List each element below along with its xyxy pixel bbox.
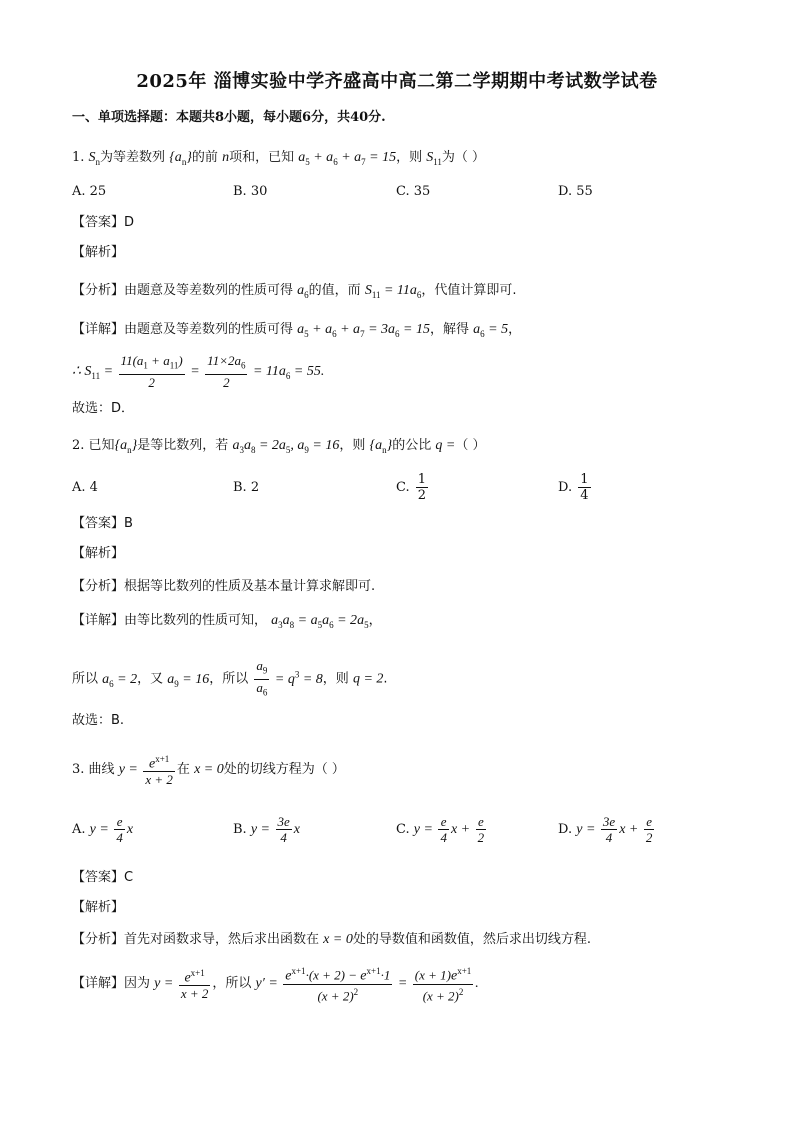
- detail-text: 【详解】因为: [72, 976, 151, 991]
- q2-option-a[interactable]: A. 4: [72, 480, 98, 495]
- math-expression: $\{a_n\}$: [114, 438, 138, 455]
- detail-text: ，解得: [429, 322, 469, 337]
- math-expression: x = 0: [323, 932, 353, 947]
- stem-text: （ ）: [455, 438, 486, 453]
- math-expression: $S_{11} = 11a_6$: [364, 283, 422, 300]
- math-expression: $a_6$: [297, 283, 309, 300]
- q1-formula: [72, 353, 734, 393]
- stem-text: 项和，已知: [229, 150, 295, 165]
- q2-option-c[interactable]: C. $\frac{1}{2}$: [396, 472, 427, 503]
- math-expression: $a_9 = 16$: [167, 671, 210, 689]
- q1-jiexi-label: 【解析】: [72, 245, 125, 260]
- math-expression: n: [222, 150, 230, 165]
- q3-answer: 【答案】C: [72, 870, 134, 885]
- math-expression: $a_5 + a_6 + a_7 = 15$: [298, 150, 397, 167]
- option-label: C.: [396, 822, 410, 837]
- math-expression: q =: [435, 438, 456, 453]
- detail-text: .: [383, 671, 388, 687]
- q3-option-b[interactable]: B. y = $\frac{3e}{4}$ x: [233, 814, 300, 846]
- q1-option-a[interactable]: A. 25: [72, 184, 107, 199]
- document-title: 2025年 淄博实验中学齐盛高中高二第二学期期中考试数学试卷: [136, 71, 658, 92]
- option-label: D.: [558, 480, 573, 495]
- q2-option-d[interactable]: D. $\frac{1}{4}$: [558, 472, 589, 503]
- question-number: 3.: [72, 762, 85, 777]
- option-label: C.: [396, 480, 410, 495]
- q1-detail: [72, 320, 734, 344]
- q1-conclusion: 故选：D．: [72, 401, 135, 416]
- option-label: A.: [72, 822, 86, 837]
- stem-text: 在: [176, 762, 190, 777]
- math-expression: $\{a_n\}$: [369, 438, 393, 455]
- math-expression: ∴ $S_{11}$ = $\frac{11(a_1 + a_{11})}{2}$ = $\frac{11\times 2a_6}{2}$ = $11a_6 = 55$.: [72, 353, 325, 390]
- math-expression: $S_n$: [88, 150, 101, 167]
- detail-text: ，: [368, 613, 382, 628]
- section-heading: 一、单项选择题：本题共8小题，每小题6分，共40分.: [72, 110, 386, 125]
- detail-text: ，又: [137, 671, 164, 687]
- math-expression: y = $\frac{e^{x+1}}{x + 2}$: [154, 968, 209, 1002]
- stem-text: 的公比: [392, 438, 432, 453]
- detail-text: ，所以: [212, 976, 252, 991]
- q2-analysis: 【分析】根据等比数列的性质及基本量计算求解即可.: [72, 579, 376, 594]
- stem-text: 处的切线方程为（ ）: [223, 762, 345, 777]
- q2-answer: 【答案】B: [72, 516, 133, 531]
- q1-analysis: [72, 281, 734, 305]
- math-expression: $a_6 = 2$: [102, 671, 138, 689]
- stem-text: ，则: [339, 438, 366, 453]
- math-expression: y = $\frac{e^{x+1}}{x + 2}$: [118, 754, 173, 788]
- question-number: 1.: [72, 150, 85, 165]
- q3-option-d[interactable]: D. y = $\frac{3e}{4}$ x + $\frac{e}{2}$: [558, 814, 653, 846]
- stem-text: 为等差数列: [100, 150, 166, 165]
- math-expression: $S_{11}$: [426, 150, 442, 167]
- option-label: D.: [558, 822, 573, 837]
- math-expression: $a_5 + a_6 + a_7 = 3a_6 = 15$: [297, 322, 430, 339]
- q2-solution: [72, 656, 734, 701]
- q3-analysis: [72, 930, 734, 950]
- q2-conclusion: 故选：B.: [72, 713, 125, 728]
- detail-text: 【详解】由等比数列的性质可知，: [72, 613, 268, 628]
- stem-text: 是等比数列，若: [137, 438, 229, 453]
- math-expression: y′ = $\frac{e^{x+1}\cdot(x + 2) - e^{x+1}\cdot 1}{(x + 2)^2}$ = $\frac{(x + 1)e^{x+1}}{(x + 2)^2}$ .: [255, 966, 479, 1004]
- q3-option-c[interactable]: C. y = $\frac{e}{4}$ x + $\frac{e}{2}$: [396, 814, 485, 846]
- math-expression: $a_3a_8 = a_5a_6 = 2a_5$: [271, 613, 369, 630]
- q2-option-b[interactable]: B. 2: [233, 480, 260, 495]
- math-expression: $a_3a_8 = 2a_5$, $a_9 = 16$: [232, 438, 340, 455]
- analysis-text: 的值，而: [308, 283, 361, 298]
- math-expression: q = 2: [352, 671, 384, 687]
- math-expression: $\frac{a_9}{a_6}$ = $q^3 = 8$: [256, 658, 323, 698]
- q2-detail: [72, 611, 734, 635]
- analysis-text: ，代值计算即可.: [421, 283, 517, 298]
- stem-text: 为（ ）: [441, 150, 486, 165]
- q3-detail: [72, 962, 734, 1006]
- analysis-text: 【分析】首先对函数求导，然后求出函数在: [72, 932, 320, 947]
- stem-text: 的前: [191, 150, 218, 165]
- question-1-stem: [72, 148, 734, 172]
- q1-answer: 【答案】D: [72, 215, 135, 230]
- q1-option-b[interactable]: B. 30: [233, 184, 268, 199]
- detail-text: 所以: [72, 671, 99, 687]
- q3-jiexi-label: 【解析】: [72, 900, 125, 915]
- detail-text: ，: [508, 322, 522, 337]
- detail-text: ，则: [322, 671, 349, 687]
- question-2-stem: [72, 436, 734, 460]
- q1-option-c[interactable]: C. 35: [396, 184, 431, 199]
- stem-text: 曲线: [88, 762, 115, 777]
- question-number: 2.: [72, 438, 85, 453]
- math-expression: x = 0: [194, 762, 224, 777]
- detail-text: 【详解】由题意及等差数列的性质可得: [72, 322, 294, 337]
- detail-text: ，所以: [209, 671, 249, 687]
- question-3-stem: [72, 750, 734, 790]
- math-expression: $a_6 = 5$: [473, 322, 509, 339]
- stem-text: ，则: [396, 150, 423, 165]
- math-expression: $\{a_n\}$: [169, 150, 192, 167]
- q3-option-a[interactable]: A. y = $\frac{e}{4}$ x: [72, 814, 134, 846]
- stem-text: 已知: [88, 438, 115, 453]
- q2-jiexi-label: 【解析】: [72, 546, 125, 561]
- option-label: B.: [233, 822, 247, 837]
- analysis-text: 处的导数值和函数值，然后求出切线方程.: [352, 932, 591, 947]
- analysis-text: 【分析】由题意及等差数列的性质可得: [72, 283, 294, 298]
- q1-option-d[interactable]: D. 55: [558, 184, 593, 199]
